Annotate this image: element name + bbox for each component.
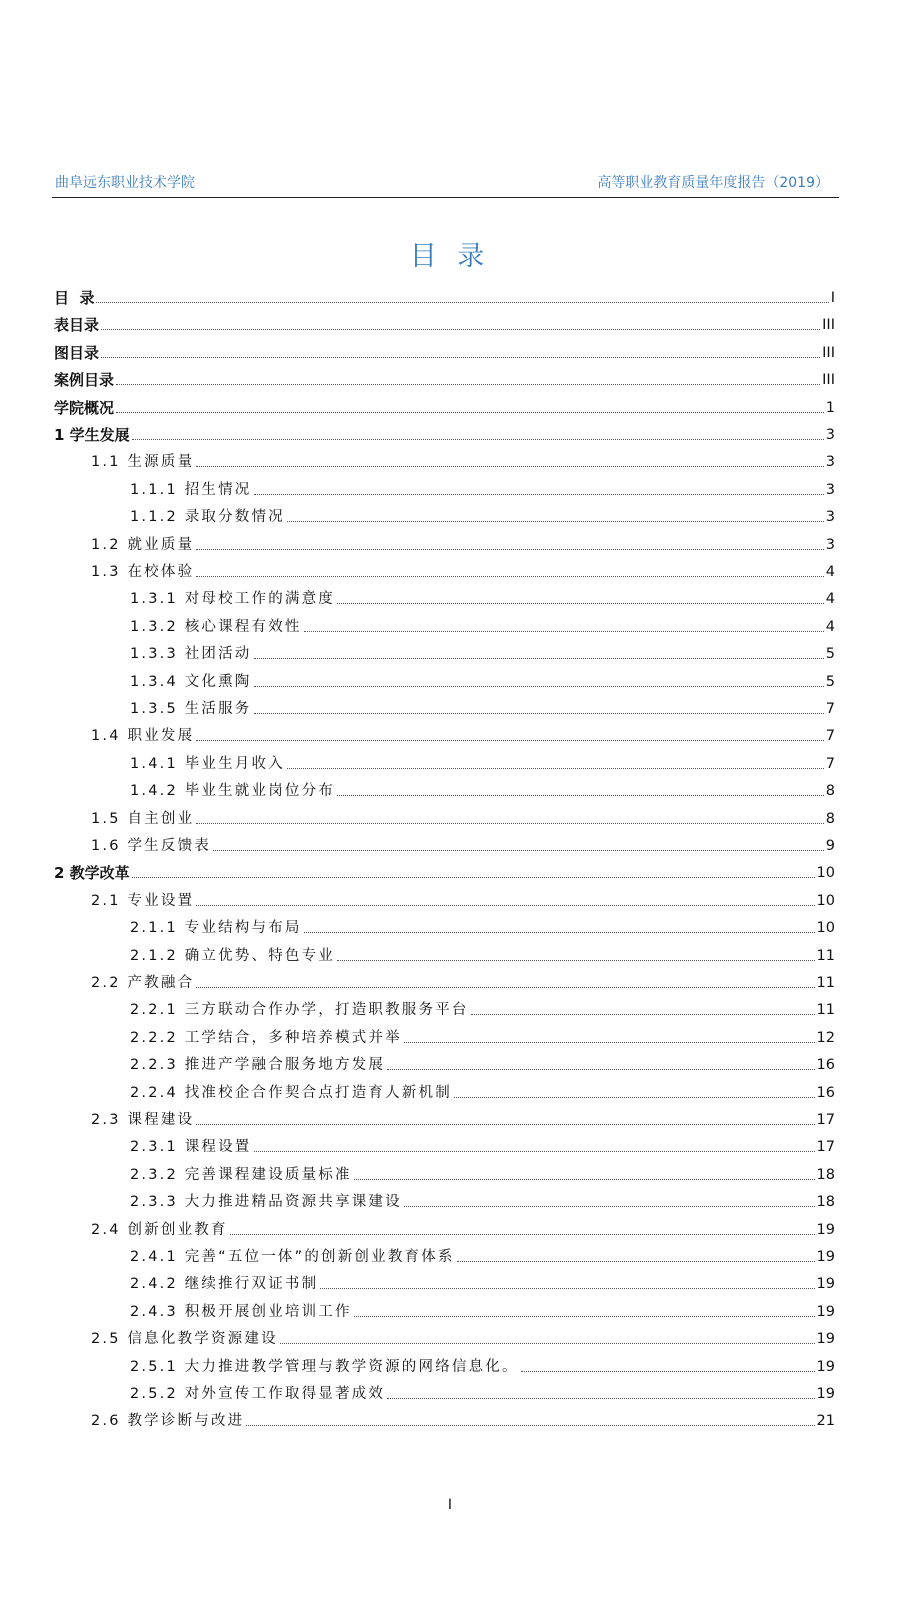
toc-entry[interactable] [91, 560, 835, 582]
toc-entry[interactable] [130, 1026, 835, 1048]
toc-leader-dots [101, 329, 820, 330]
toc-leader-dots [254, 1151, 815, 1152]
toc-entry-page: 4 [825, 564, 835, 580]
toc-entry-page: 12 [816, 1029, 835, 1046]
toc-entry[interactable] [130, 1053, 835, 1075]
toc-entry-page: 19 [816, 1386, 835, 1402]
toc-entry-page: 19 [816, 1303, 835, 1320]
toc-entry[interactable] [130, 998, 835, 1020]
toc-leader-dots [196, 576, 823, 577]
toc-entry-page: III [822, 317, 835, 334]
toc-entry-label: 2.3 课程建设 [91, 1112, 195, 1128]
toc-leader-dots [132, 439, 824, 440]
toc-entry-page: 18 [816, 1194, 835, 1211]
toc-entry-page: 17 [816, 1112, 835, 1128]
toc-leader-dots [337, 603, 824, 604]
header-report-title: 高等职业教育质量年度报告（2019） [597, 175, 829, 191]
toc-entry-page: 10 [816, 865, 835, 882]
toc-entry-label: 1.5 自主创业 [91, 810, 195, 827]
toc-entry[interactable] [130, 916, 835, 938]
toc-entry-page: 16 [816, 1084, 835, 1101]
toc-entry-label: 1.4 职业发展 [91, 728, 195, 745]
toc-leader-dots [196, 1124, 814, 1125]
header-institution: 曲阜远东职业技术学院 [55, 175, 195, 191]
toc-entry[interactable] [130, 670, 835, 692]
toc-leader-dots [196, 549, 823, 550]
toc-entry[interactable] [130, 1300, 835, 1322]
toc-entry-label: 2.2.2 工学结合，多种培养模式并举 [130, 1029, 402, 1046]
toc-entry-page: 19 [816, 1331, 835, 1348]
toc-entry-label: 2.1.1 专业结构与布局 [130, 920, 302, 937]
toc-entry-page: 16 [816, 1057, 835, 1074]
toc-entry-page: 5 [825, 673, 835, 690]
toc-entry-label: 1.2 就业质量 [91, 536, 195, 553]
toc-entry-label: 1.4.2 毕业生就业岗位分布 [130, 783, 336, 800]
toc-leader-dots [116, 412, 824, 413]
toc-entry-page: III [822, 372, 835, 389]
toc-leader-dots [304, 932, 815, 933]
toc-entry-label: 2.5 信息化教学资源建设 [91, 1331, 278, 1348]
toc-entry-page: 19 [816, 1358, 835, 1375]
toc-leader-dots [196, 987, 814, 988]
toc-leader-dots [354, 1179, 815, 1180]
toc-leader-dots [387, 1069, 814, 1070]
toc-entry-label: 1.1.1 招生情况 [130, 481, 252, 498]
toc-entry[interactable] [130, 752, 835, 774]
toc-leader-dots [254, 494, 824, 495]
toc-entry[interactable] [91, 724, 835, 746]
toc-entry-page: 21 [816, 1413, 835, 1430]
toc-leader-dots [230, 1234, 815, 1235]
toc-entry[interactable] [91, 807, 835, 829]
toc-entry-label: 2.2.4 找准校企合作契合点打造育人新机制 [130, 1084, 452, 1101]
toc-entry-label: 2.3.3 大力推进精品资源共享课建设 [130, 1194, 402, 1211]
toc-leader-dots [404, 1206, 815, 1207]
toc-entry[interactable] [91, 1327, 835, 1349]
toc-entry[interactable] [130, 1163, 835, 1185]
toc-entry[interactable] [130, 1382, 835, 1404]
toc-entry-label: 2.1.2 确立优势、特色专业 [130, 947, 336, 964]
toc-entry-label: 1.1.2 录取分数情况 [130, 509, 285, 526]
toc-entry-label: 1.3.5 生活服务 [130, 701, 252, 717]
toc-entry-page: 11 [816, 947, 835, 964]
toc-entry-label: 2.4 创新创业教育 [91, 1221, 228, 1238]
toc-leader-dots [196, 466, 823, 467]
toc-entry-page: 3 [825, 509, 835, 526]
toc-entry[interactable] [54, 368, 835, 390]
toc-entry[interactable] [130, 697, 835, 719]
toc-entry[interactable] [130, 1245, 835, 1267]
toc-leader-dots [116, 384, 820, 385]
toc-entry-label: 1.1 生源质量 [91, 454, 195, 471]
toc-entry[interactable] [54, 423, 835, 445]
toc-entry-page: 3 [825, 427, 835, 443]
toc-entry-label: 1.3.3 社团活动 [130, 646, 252, 663]
toc-leader-dots [457, 1261, 815, 1262]
toc-entry[interactable] [91, 533, 835, 555]
toc-leader-dots [96, 302, 828, 303]
toc-entry-page: 17 [816, 1139, 835, 1156]
toc-entry[interactable] [91, 889, 835, 911]
toc-entry-page: 19 [816, 1221, 835, 1238]
toc-entry-page: 9 [825, 838, 835, 854]
toc-entry-page: 4 [825, 591, 835, 608]
toc-entry[interactable] [91, 1218, 835, 1240]
toc-leader-dots [287, 521, 824, 522]
toc-entry-label: 表目录 [54, 316, 100, 335]
toc-entry-page: 18 [816, 1166, 835, 1183]
toc-entry-label: 2.5.2 对外宣传工作取得显著成效 [130, 1386, 386, 1402]
toc-entry-label: 2.2.1 三方联动合作办学，打造职教服务平台 [130, 1002, 469, 1019]
toc-entry-page: 3 [825, 481, 835, 498]
toc-entry[interactable] [54, 313, 835, 335]
toc-entry-label: 2 教学改革 [54, 864, 130, 883]
toc-entry-page: 4 [825, 618, 835, 635]
toc-entry-page: 7 [825, 701, 835, 717]
toc-entry-page: 7 [825, 728, 835, 745]
toc-entry[interactable] [130, 505, 835, 527]
toc-entry-label: 案例目录 [54, 371, 115, 390]
toc-leader-dots [471, 1014, 815, 1015]
toc-entry-page: 19 [816, 1249, 835, 1265]
toc-entry-label: 2.2.3 推进产学融合服务地方发展 [130, 1057, 386, 1074]
toc-leader-dots [101, 357, 820, 358]
toc-entry[interactable] [130, 587, 835, 609]
toc-entry[interactable] [130, 1190, 835, 1212]
toc-leader-dots [246, 1425, 814, 1426]
toc-entry[interactable] [54, 341, 835, 363]
toc-entry-page: 7 [825, 755, 835, 772]
toc-leader-dots [521, 1371, 815, 1372]
toc-entry[interactable] [130, 1081, 835, 1103]
page-title: 目 录 [409, 241, 491, 272]
toc-entry[interactable] [54, 861, 835, 883]
toc-entry[interactable] [130, 642, 835, 664]
toc-entry-label: 2.4.1 完善“五位一体”的创新创业教育体系 [130, 1249, 455, 1265]
toc-entry-label: 目 录 [54, 289, 95, 307]
toc-entry-label: 2.3.2 完善课程建设质量标准 [130, 1166, 352, 1183]
toc-entry-page: 19 [816, 1276, 835, 1293]
toc-leader-dots [454, 1097, 815, 1098]
toc-leader-dots [404, 1042, 815, 1043]
toc-leader-dots [254, 713, 824, 714]
toc-leader-dots [213, 850, 824, 851]
toc-leader-dots [337, 795, 824, 796]
toc-entry-page: 8 [825, 810, 835, 827]
toc-entry-label: 1.4.1 毕业生月收入 [130, 755, 285, 772]
toc-leader-dots [254, 658, 824, 659]
toc-leader-dots [132, 877, 815, 878]
toc-entry-label: 2.1 专业设置 [91, 892, 195, 909]
toc-entry-page: III [822, 344, 835, 361]
toc-entry[interactable] [130, 478, 835, 500]
toc-entry-label: 2.3.1 课程设置 [130, 1139, 252, 1156]
toc-entry[interactable] [91, 834, 835, 856]
toc-leader-dots [304, 631, 824, 632]
toc-entry-page: 11 [816, 975, 835, 991]
toc-entry-label: 1.3 在校体验 [91, 564, 195, 580]
toc-entry-label: 2.4.2 继续推行双证书制 [130, 1276, 319, 1293]
toc-leader-dots [280, 1343, 815, 1344]
toc-entry-page: 11 [816, 1002, 835, 1019]
toc-entry-page: 1 [825, 399, 835, 416]
toc-entry-label: 2.4.3 积极开展创业培训工作 [130, 1303, 352, 1320]
toc-entry-page: 3 [825, 454, 835, 471]
toc-leader-dots [196, 905, 814, 906]
toc-entry-page: 10 [816, 892, 835, 909]
toc-entry[interactable] [130, 1272, 835, 1294]
toc-entry[interactable] [91, 971, 835, 993]
toc-entry-label: 1.3.2 核心课程有效性 [130, 618, 302, 635]
toc-entry[interactable] [130, 615, 835, 637]
toc-leader-dots [196, 740, 823, 741]
toc-leader-dots [387, 1398, 814, 1399]
toc-leader-dots [337, 960, 815, 961]
toc-entry-label: 1.6 学生反馈表 [91, 838, 211, 854]
toc-entry-page: 3 [825, 536, 835, 553]
toc-entry[interactable] [54, 396, 835, 418]
toc-leader-dots [354, 1316, 815, 1317]
page-number: I [447, 1497, 453, 1513]
toc-entry-label: 2.5.1 大力推进教学管理与教学资源的网络信息化。 [130, 1358, 519, 1375]
toc-entry[interactable] [130, 944, 835, 966]
toc-leader-dots [254, 686, 824, 687]
toc-entry-label: 1.3.4 文化熏陶 [130, 673, 252, 690]
toc-entry-label: 2.2 产教融合 [91, 975, 195, 991]
toc-entry[interactable] [130, 1355, 835, 1377]
toc-entry-label: 1.3.1 对母校工作的满意度 [130, 591, 336, 608]
toc-entry[interactable] [130, 1135, 835, 1157]
toc-entry-page: 8 [825, 783, 835, 800]
toc-entry-page: I [830, 290, 835, 306]
toc-entry-page: 5 [825, 646, 835, 663]
toc-entry[interactable] [91, 450, 835, 472]
toc-entry[interactable] [130, 779, 835, 801]
toc-entry-page: 10 [816, 920, 835, 937]
toc-entry[interactable] [91, 1108, 835, 1130]
toc-entry-label: 2.6 教学诊断与改进 [91, 1413, 245, 1430]
toc-leader-dots [287, 768, 824, 769]
toc-entry-label: 1 学生发展 [54, 426, 130, 444]
toc-entry-label: 图目录 [54, 343, 100, 362]
toc-entry-label: 学院概况 [54, 398, 115, 417]
running-header [52, 173, 839, 198]
toc-entry[interactable] [54, 286, 835, 308]
toc-entry[interactable] [91, 1409, 835, 1431]
toc-leader-dots [196, 823, 823, 824]
toc-leader-dots [320, 1288, 814, 1289]
